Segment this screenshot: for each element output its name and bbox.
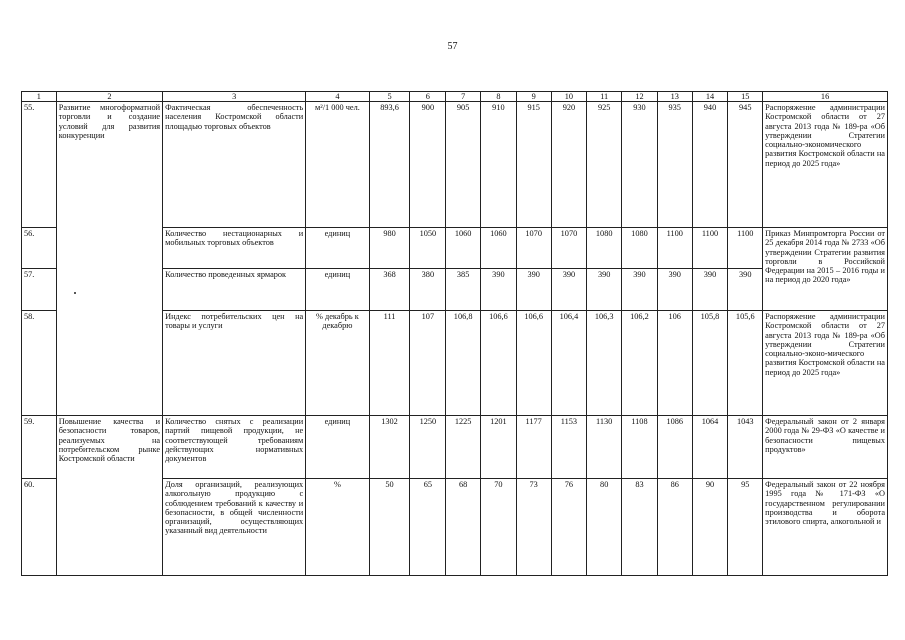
indicator-cell: Доля организаций, реализующих алкогольную продукцию с соблюдением требований к качеству и безопасности, в общей численности организаций, осуществляющих указанный вид деятельности [163,479,306,576]
header-cell: 9 [516,92,551,102]
value-cell: 105,8 [692,311,728,416]
value-cell: 106,6 [481,311,517,416]
direction-cell: Повышение качества и безопасности товаров, реализуемых на потребительском рынке Костромской области [56,416,162,576]
header-cell: 4 [306,92,369,102]
value-cell: 910 [481,102,517,228]
table-row [22,102,888,228]
value-cell: 900 [410,102,446,228]
value-cell: 1100 [657,228,692,269]
value-cell: 1086 [657,416,692,479]
value-cell: 1070 [516,228,551,269]
value-cell: 76 [551,479,587,576]
value-cell: 1108 [622,416,658,479]
indicator-cell: Количество нестационарных и мобильных торговых объектов [163,228,306,269]
value-cell: 111 [369,311,410,416]
table-row [22,416,888,479]
value-cell: 1080 [622,228,658,269]
row-number: 59. [22,416,57,479]
unit-cell: единиц [306,416,369,479]
value-cell: 105,6 [728,311,763,416]
value-cell: 1130 [587,416,622,479]
unit-cell: единиц [306,269,369,311]
value-cell: 1250 [410,416,446,479]
value-cell: 390 [481,269,517,311]
value-cell: 106 [657,311,692,416]
value-cell: 1153 [551,416,587,479]
row-number: 60. [22,479,57,576]
indicator-cell: Количество проведенных ярмарок [163,269,306,311]
value-cell: 90 [692,479,728,576]
value-cell: 390 [622,269,658,311]
value-cell: 390 [516,269,551,311]
header-row [22,92,888,102]
value-cell: 73 [516,479,551,576]
value-cell: 68 [446,479,481,576]
unit-cell: % декабрь к декабрю [306,311,369,416]
value-cell: 1302 [369,416,410,479]
value-cell: 65 [410,479,446,576]
page-number: 57 [447,41,458,52]
row-number: 57. [22,269,57,311]
value-cell: 390 [692,269,728,311]
row-number: 55. [22,102,57,228]
value-cell: 945 [728,102,763,228]
header-cell: 16 [763,92,888,102]
indicators-table [21,91,888,576]
value-cell: 925 [587,102,622,228]
row-number: 58. [22,311,57,416]
value-cell: 915 [516,102,551,228]
header-cell: 5 [369,92,410,102]
value-cell: 106,2 [622,311,658,416]
unit-cell: % [306,479,369,576]
value-cell: 893,6 [369,102,410,228]
row-number: 56. [22,228,57,269]
source-cell: Распоряжение администрации Костромской области от 27 августа 2013 года № 189-ра «Об утверждении Стратегии социально-эконо-мического развития Костромской области на период до 2025 года» [763,311,888,416]
header-cell: 7 [446,92,481,102]
header-cell: 11 [587,92,622,102]
value-cell: 1070 [551,228,587,269]
value-cell: 107 [410,311,446,416]
header-cell: 3 [163,92,306,102]
value-cell: 106,8 [446,311,481,416]
direction-cell [56,102,162,416]
value-cell: 920 [551,102,587,228]
header-cell: 14 [692,92,728,102]
value-cell: 106,3 [587,311,622,416]
header-cell: 13 [657,92,692,102]
value-cell: 83 [622,479,658,576]
header-cell: 15 [728,92,763,102]
value-cell: 390 [728,269,763,311]
value-cell: 106,4 [551,311,587,416]
source-cell: Приказ Минпромторга России от 25 декабря 2014 года № 2733 «Об утверждении Стратегии развития торговли в Российской Федерации на 2015 – 2016 годы и на период до 2020 года» [763,228,888,311]
header-cell: 1 [22,92,57,102]
value-cell: 930 [622,102,658,228]
value-cell: 1050 [410,228,446,269]
source-cell: Федеральный закон от 2 января 2000 года № 29-ФЗ «О качестве и безопасности пищевых продуктов» [763,416,888,479]
value-cell: 50 [369,479,410,576]
header-cell: 8 [481,92,517,102]
value-cell: 1064 [692,416,728,479]
header-cell: 12 [622,92,658,102]
source-cell: Распоряжение администрации Костромской области от 27 августа 2013 года № 189-ра «Об утверждении Стратегии социально-экономического развития Костромской области на период до 2025 года» [763,102,888,228]
value-cell: 80 [587,479,622,576]
value-cell: 1177 [516,416,551,479]
value-cell: 1100 [728,228,763,269]
value-cell: 390 [587,269,622,311]
value-cell: 940 [692,102,728,228]
value-cell: 390 [657,269,692,311]
value-cell: 385 [446,269,481,311]
value-cell: 70 [481,479,517,576]
value-cell: 980 [369,228,410,269]
value-cell: 1060 [481,228,517,269]
stray-dot [74,292,76,294]
header-cell: 10 [551,92,587,102]
header-cell: 2 [56,92,162,102]
unit-cell: единиц [306,228,369,269]
value-cell: 106,6 [516,311,551,416]
value-cell: 390 [551,269,587,311]
value-cell: 1201 [481,416,517,479]
value-cell: 86 [657,479,692,576]
value-cell: 95 [728,479,763,576]
value-cell: 905 [446,102,481,228]
unit-cell: м²/1 000 чел. [306,102,369,228]
value-cell: 1100 [692,228,728,269]
indicator-cell: Индекс потребительских цен на товары и услуги [163,311,306,416]
value-cell: 1043 [728,416,763,479]
value-cell: 380 [410,269,446,311]
header-cell: 6 [410,92,446,102]
value-cell: 1060 [446,228,481,269]
value-cell: 368 [369,269,410,311]
value-cell: 1225 [446,416,481,479]
source-cell: Федеральный закон от 22 ноября 1995 года № 171-ФЗ «О государственном регулировании производства и оборота этилового спирта, алкогольной и [763,479,888,576]
direction-text: Развитие многоформатной торговли и создание условий для развития конкуренции [58,103,161,140]
indicator-cell: Фактическая обеспеченность населения Костромской области площадью торговых объектов [163,102,306,228]
indicator-cell: Количество снятых с реализации партий пищевой продукции, не соответствующей требованиям действующих нормативных документов [163,416,306,479]
value-cell: 1080 [587,228,622,269]
value-cell: 935 [657,102,692,228]
